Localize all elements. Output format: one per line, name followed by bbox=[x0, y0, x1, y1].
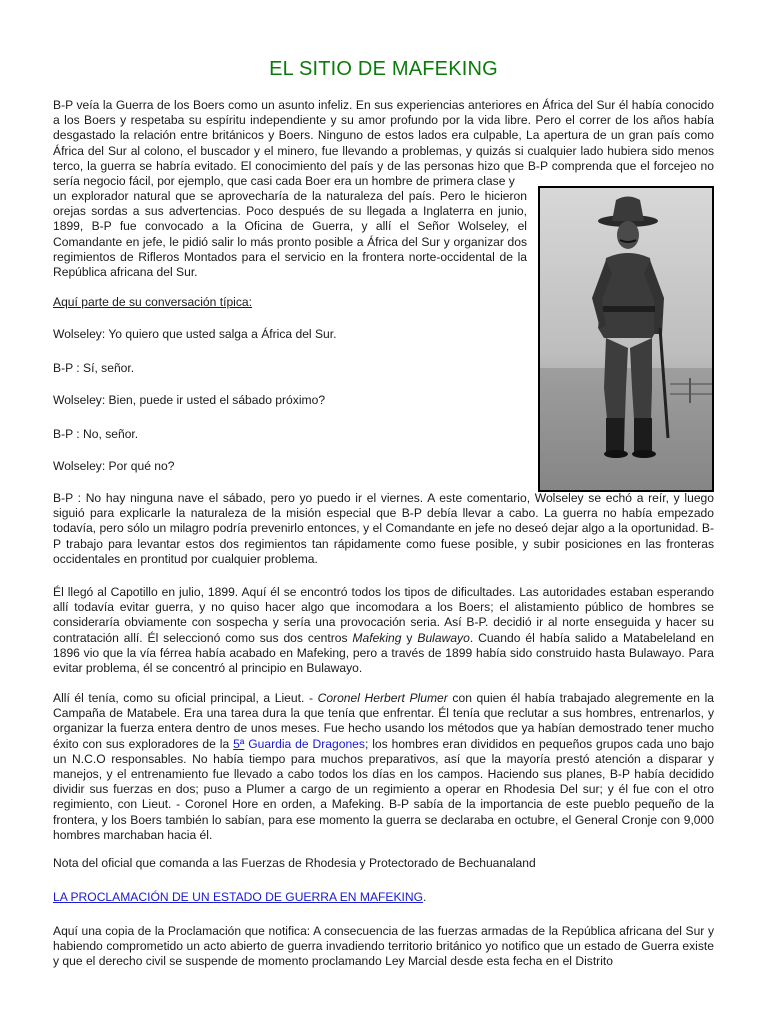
dialogue-line: B-P : Sí, señor. bbox=[53, 361, 135, 375]
officer-note: Nota del oficial que comanda a las Fuerzas de Rhodesia y Protectorado de Bechuanaland bbox=[53, 856, 536, 870]
reply-paragraph: B-P : No hay ninguna nave el sábado, pero yo puedo ir el viernes. A este comentario, Wolseley se echó a reír, y luego siguió para explicarle la naturaleza de la misión especial que B-P debía llevar a cabo. La guerra no había empezado todavía, pero sólo un milagro podría prevenirlo entonces, y el Comandante en jefe no deseó dejar algo a la oportunidad. B-P trabajo para levantar estos dos regimientos tan rápidamente como fuese posible, y subir posiciones en las fronteras occidentales en prontitud por cualquier problema. bbox=[53, 491, 714, 566]
mafeking-italic: Mafeking bbox=[352, 630, 402, 645]
intro-paragraph: B-P veía la Guerra de los Boers como un asunto infeliz. En sus experiencias anteriores en África del Sur él había conocido a los Boers y respetaba su espíritu independiente y su amor profundo por la vida libre. Pero el correr de los años había desgastado la relación entre británicos y Boers. Ninguno de estos lados era culpable, La apertura de un gran país como África del Sur al colono, el buscador y el minero, fue llevando a problemas, y quizás si cualquier lado hubiera sido menos terco, la guerra se habría evitado. El conocimiento del país y de las personas hizo que B-P comprenda que el forcejeo no sería negocio fácil, por ejemplo, que casi cada Boer era un hombre de primera clase y bbox=[53, 98, 714, 189]
bulawayo-italic: Bulawayo bbox=[417, 630, 470, 645]
proclamation-link[interactable]: LA PROCLAMACIÓN DE UN ESTADO DE GUERRA EN MAFEKING bbox=[53, 890, 424, 904]
plumer-paragraph: Allí él tenía, como su oficial principal, a Lieut. - Coronel Herbert Plumer con quien él había trabajado alegremente en la Campaña de Matabele. Era una tarea dura la que tenía que enfrentar. Él tenía que reclutar a sus hombres, entrenarlos, y organizar la fuerza entera dentro de unos meses. Fue hecho usando los métodos que ya habían demostrado tener mucho éxito con sus exploradores de la 5ª Guardia de Dragones; los hombres eran divididos en pequeños grupos cada uno bajo un N.C.O responsables. No había tiempo para muchos preparativos, así que la mayoría prestó atención a disparar y manejos, y el entrenamiento fue llevado a cabo todos los días en los campos. Haciendo sus planes, B-P había decidido dividir sus fuerzas en dos; puso a Plumer a cargo de un regimiento a operar en Rhodesia Del sur; y él fue con el otro regimiento, con Lieut. - Coronel Hore en orden, a Mafeking. B-P sabía de la importancia de este pueblo pequeño de la frontera, y los Boers también lo sabían, para ese momento la guerra se declaraba en octubre, el General Cronje con 9,000 hombres marchaban hacia él. bbox=[53, 691, 715, 842]
intro-paragraph-continued: un explorador natural que se aprovecharía de la naturaleza del país. Pero le hicieron orejas sordas a sus advertencias. Poco después de su llegada a Inglaterra en junio, 1899, B-P fue convocado a la Oficina de Guerra, y allí el Señor Wolseley, el Comandante en jefe, le pidió salir lo más pronto posible a África del Sur y organizar dos regimientos de Rifleros Montados para el servicio en la frontera norte-occidental de la República africana del Sur. bbox=[53, 189, 527, 280]
proclamation-heading: LA PROCLAMACIÓN DE UN ESTADO DE GUERRA EN MAFEKING. bbox=[53, 890, 427, 904]
dragoon-guards-link[interactable]: 5ª Guardia de Dragones bbox=[233, 736, 365, 751]
proclamation-paragraph: Aquí una copia de la Proclamación que notifica: A consecuencia de las fuerzas armadas de la República africana del Sur y habiendo comprometido un acto abierto de guerra invadiendo territorio británico yo notifico que un estado de Guerra existe y que el derecho civil se suspende de momento proclamando Ley Marcial desde esta fecha en el Distrito bbox=[53, 924, 714, 969]
dialogue-line: Wolseley: Por qué no? bbox=[53, 459, 175, 473]
conversation-heading: Aquí parte de su conversación típica: bbox=[53, 295, 252, 309]
page-title: EL SITIO DE MAFEKING bbox=[269, 58, 498, 80]
dialogue-line: Wolseley: Bien, puede ir usted el sábado próximo? bbox=[53, 393, 326, 407]
dialogue-line: B-P : No, señor. bbox=[53, 427, 139, 441]
plumer-name: Coronel Herbert Plumer bbox=[317, 691, 448, 705]
dialogue-line: Wolseley: Yo quiero que usted salga a África del Sur. bbox=[53, 327, 337, 341]
capetown-paragraph: Él llegó al Capotillo en julio, 1899. Aquí él se encontró todos los tipos de dificultades. Las autoridades estaban esperando allí todavía evitar guerra, y no quiso hacer algo que incomodara a los Boers; el alistamiento público de hombres se consideraría obviamente con sospecha y sería una provocación seria. Así B-P. decidió ir al norte enseguida y hacer su contratación allí. Él seleccionó como sus dos centros Mafeking y Bulawayo. Cuando él había salido a Matabeleland en 1896 vio que la vía férrea había acabado en Mafeking, pero a través de 1899 había sido construido hasta Bulawayo. Para evitar problema, él se concentró al principio en Bulawayo. bbox=[53, 585, 714, 676]
